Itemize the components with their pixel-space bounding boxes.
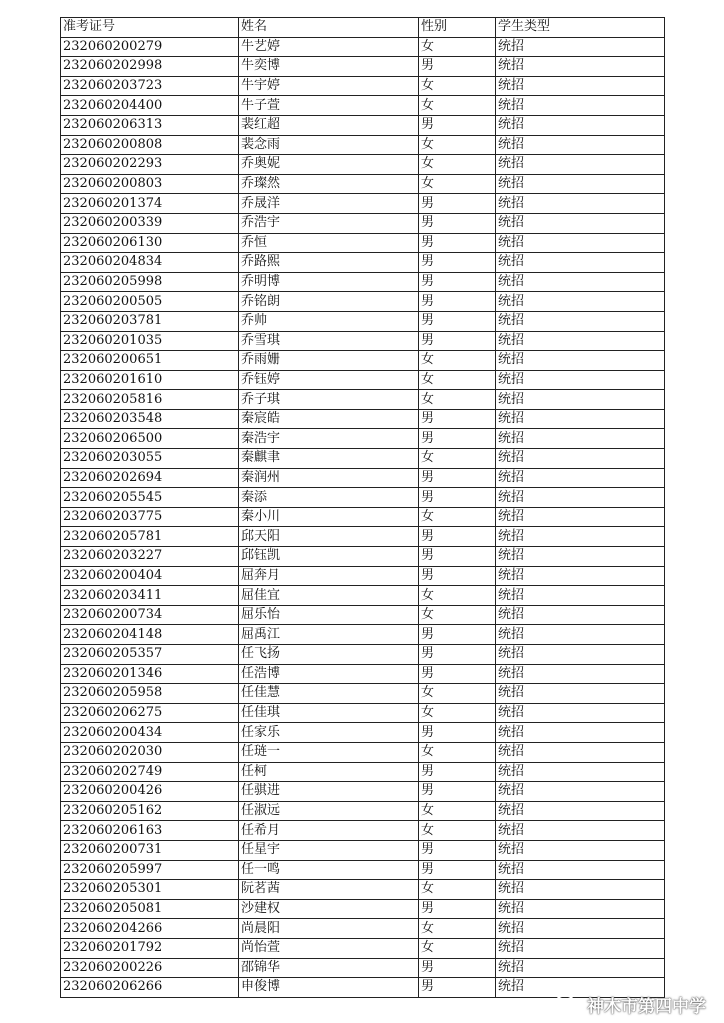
student-type-cell: 统招 <box>496 821 665 841</box>
student-type-cell: 统招 <box>496 919 665 939</box>
table-row <box>61 625 665 645</box>
gender-cell: 女 <box>419 586 496 606</box>
exam-number-cell: 232060205781 <box>61 527 239 547</box>
exam-number-cell: 232060206130 <box>61 233 239 253</box>
gender-cell: 女 <box>419 703 496 723</box>
gender-cell: 男 <box>419 782 496 802</box>
exam-number-cell: 232060204834 <box>61 253 239 273</box>
exam-number-cell: 232060203227 <box>61 547 239 567</box>
exam-number-cell: 232060205357 <box>61 645 239 665</box>
student-type-cell: 统招 <box>496 233 665 253</box>
student-type-cell: 统招 <box>496 370 665 390</box>
name-cell: 尚怡萱 <box>239 938 419 958</box>
exam-number-cell: 232060205162 <box>61 801 239 821</box>
student-type-cell: 统招 <box>496 96 665 116</box>
exam-number-cell: 232060206275 <box>61 703 239 723</box>
table-row <box>61 801 665 821</box>
student-type-cell: 统招 <box>496 331 665 351</box>
exam-number-cell: 232060200279 <box>61 37 239 57</box>
name-cell: 乔恒 <box>239 233 419 253</box>
student-type-cell: 统招 <box>496 703 665 723</box>
student-type-cell: 统招 <box>496 880 665 900</box>
student-type-cell: 统招 <box>496 194 665 214</box>
header-gender: 性别 <box>419 18 496 38</box>
student-type-cell: 统招 <box>496 958 665 978</box>
table-row <box>61 566 665 586</box>
gender-cell: 男 <box>419 547 496 567</box>
student-type-cell: 统招 <box>496 76 665 96</box>
table-row <box>61 37 665 57</box>
table-row <box>61 919 665 939</box>
exam-number-cell: 232060205816 <box>61 390 239 410</box>
name-cell: 阮茗茜 <box>239 880 419 900</box>
gender-cell: 女 <box>419 174 496 194</box>
name-cell: 乔子琪 <box>239 390 419 410</box>
gender-cell: 男 <box>419 664 496 684</box>
name-cell: 邵锦华 <box>239 958 419 978</box>
name-cell: 邱天阳 <box>239 527 419 547</box>
student-type-cell: 统招 <box>496 155 665 175</box>
exam-number-cell: 232060206313 <box>61 115 239 135</box>
name-cell: 任淑远 <box>239 801 419 821</box>
name-cell: 任佳慧 <box>239 684 419 704</box>
table-row <box>61 782 665 802</box>
exam-number-cell: 232060200734 <box>61 605 239 625</box>
gender-cell: 男 <box>419 194 496 214</box>
gender-cell: 男 <box>419 566 496 586</box>
gender-cell: 男 <box>419 527 496 547</box>
name-cell: 秦麒聿 <box>239 449 419 469</box>
gender-cell: 女 <box>419 37 496 57</box>
table-row <box>61 723 665 743</box>
table-row <box>61 115 665 135</box>
exam-number-cell: 232060200731 <box>61 840 239 860</box>
table-row <box>61 233 665 253</box>
exam-number-cell: 232060206266 <box>61 978 239 998</box>
exam-number-cell: 232060203723 <box>61 76 239 96</box>
name-cell: 任琏一 <box>239 742 419 762</box>
gender-cell: 男 <box>419 899 496 919</box>
table-row <box>61 527 665 547</box>
table-row <box>61 96 665 116</box>
student-type-cell: 统招 <box>496 272 665 292</box>
exam-number-cell: 232060201792 <box>61 938 239 958</box>
student-type-cell: 统招 <box>496 801 665 821</box>
gender-cell: 女 <box>419 742 496 762</box>
student-type-cell: 统招 <box>496 860 665 880</box>
gender-cell: 男 <box>419 625 496 645</box>
name-cell: 秦宸皓 <box>239 409 419 429</box>
student-type-cell: 统招 <box>496 586 665 606</box>
student-type-cell: 统招 <box>496 213 665 233</box>
gender-cell: 男 <box>419 762 496 782</box>
name-cell: 任一鸣 <box>239 860 419 880</box>
name-cell: 乔璨然 <box>239 174 419 194</box>
table-row <box>61 76 665 96</box>
student-type-cell: 统招 <box>496 723 665 743</box>
gender-cell: 女 <box>419 684 496 704</box>
student-type-cell: 统招 <box>496 351 665 371</box>
table-row <box>61 507 665 527</box>
gender-cell: 男 <box>419 57 496 77</box>
student-type-cell: 统招 <box>496 978 665 998</box>
gender-cell: 女 <box>419 880 496 900</box>
name-cell: 秦润州 <box>239 468 419 488</box>
watermark <box>555 992 706 1017</box>
exam-number-cell: 232060200803 <box>61 174 239 194</box>
table-row <box>61 253 665 273</box>
exam-number-cell: 232060203775 <box>61 507 239 527</box>
table-row <box>61 645 665 665</box>
name-cell: 任柯 <box>239 762 419 782</box>
gender-cell: 男 <box>419 115 496 135</box>
student-list-table <box>60 17 665 998</box>
exam-number-cell: 232060203055 <box>61 449 239 469</box>
name-cell: 乔奥妮 <box>239 155 419 175</box>
gender-cell: 女 <box>419 155 496 175</box>
gender-cell: 女 <box>419 938 496 958</box>
table-row <box>61 174 665 194</box>
gender-cell: 男 <box>419 213 496 233</box>
exam-number-cell: 232060201346 <box>61 664 239 684</box>
table-row <box>61 429 665 449</box>
exam-number-cell: 232060203781 <box>61 311 239 331</box>
table-row <box>61 213 665 233</box>
name-cell: 屈奔月 <box>239 566 419 586</box>
name-cell: 裴念雨 <box>239 135 419 155</box>
table-row <box>61 449 665 469</box>
header-name: 姓名 <box>239 18 419 38</box>
student-type-cell: 统招 <box>496 566 665 586</box>
name-cell: 秦小川 <box>239 507 419 527</box>
name-cell: 牛宇婷 <box>239 76 419 96</box>
table-row <box>61 194 665 214</box>
exam-number-cell: 232060204400 <box>61 96 239 116</box>
student-type-cell: 统招 <box>496 174 665 194</box>
table-row <box>61 664 665 684</box>
exam-number-cell: 232060205545 <box>61 488 239 508</box>
name-cell: 秦浩宇 <box>239 429 419 449</box>
gender-cell: 男 <box>419 311 496 331</box>
exam-number-cell: 232060204266 <box>61 919 239 939</box>
name-cell: 屈佳宜 <box>239 586 419 606</box>
name-cell: 乔浩宇 <box>239 213 419 233</box>
gender-cell: 男 <box>419 272 496 292</box>
table-row <box>61 899 665 919</box>
exam-number-cell: 232060203548 <box>61 409 239 429</box>
name-cell: 乔明博 <box>239 272 419 292</box>
exam-number-cell: 232060201610 <box>61 370 239 390</box>
table-row <box>61 547 665 567</box>
student-type-cell: 统招 <box>496 449 665 469</box>
exam-number-cell: 232060202030 <box>61 742 239 762</box>
table-row <box>61 57 665 77</box>
student-type-cell: 统招 <box>496 507 665 527</box>
student-type-cell: 统招 <box>496 390 665 410</box>
header-exam-number: 准考证号 <box>61 18 239 38</box>
name-cell: 任浩博 <box>239 664 419 684</box>
exam-number-cell: 232060205997 <box>61 860 239 880</box>
exam-number-cell: 232060205301 <box>61 880 239 900</box>
watermark-text: 神木市第四中学 <box>587 997 706 1017</box>
exam-number-cell: 232060205998 <box>61 272 239 292</box>
student-type-cell: 统招 <box>496 840 665 860</box>
table-row <box>61 880 665 900</box>
exam-number-cell: 232060202998 <box>61 57 239 77</box>
table-row <box>61 390 665 410</box>
exam-number-cell: 232060200339 <box>61 213 239 233</box>
header-row <box>61 18 665 38</box>
exam-number-cell: 232060201374 <box>61 194 239 214</box>
gender-cell: 女 <box>419 801 496 821</box>
student-type-cell: 统招 <box>496 645 665 665</box>
gender-cell: 男 <box>419 253 496 273</box>
gender-cell: 男 <box>419 860 496 880</box>
student-type-cell: 统招 <box>496 938 665 958</box>
table-row <box>61 155 665 175</box>
name-cell: 申俊博 <box>239 978 419 998</box>
table-row <box>61 331 665 351</box>
table-row <box>61 311 665 331</box>
name-cell: 任星宇 <box>239 840 419 860</box>
name-cell: 尚晨阳 <box>239 919 419 939</box>
table-row <box>61 821 665 841</box>
table-row <box>61 586 665 606</box>
exam-number-cell: 232060200651 <box>61 351 239 371</box>
student-type-cell: 统招 <box>496 488 665 508</box>
student-type-cell: 统招 <box>496 664 665 684</box>
exam-number-cell: 232060206163 <box>61 821 239 841</box>
exam-number-cell: 232060203411 <box>61 586 239 606</box>
gender-cell: 男 <box>419 840 496 860</box>
student-type-cell: 统招 <box>496 742 665 762</box>
exam-number-cell: 232060202694 <box>61 468 239 488</box>
gender-cell: 男 <box>419 723 496 743</box>
name-cell: 牛子萱 <box>239 96 419 116</box>
exam-number-cell: 232060202749 <box>61 762 239 782</box>
student-type-cell: 统招 <box>496 762 665 782</box>
table-row <box>61 468 665 488</box>
table-row <box>61 488 665 508</box>
table-row <box>61 292 665 312</box>
table-row <box>61 370 665 390</box>
student-type-cell: 统招 <box>496 292 665 312</box>
name-cell: 任佳琪 <box>239 703 419 723</box>
student-type-cell: 统招 <box>496 547 665 567</box>
gender-cell: 男 <box>419 468 496 488</box>
table-row <box>61 840 665 860</box>
exam-number-cell: 232060200505 <box>61 292 239 312</box>
exam-number-cell: 232060202293 <box>61 155 239 175</box>
name-cell: 乔晟洋 <box>239 194 419 214</box>
wechat-icon <box>555 994 581 1016</box>
gender-cell: 女 <box>419 390 496 410</box>
exam-number-cell: 232060205081 <box>61 899 239 919</box>
gender-cell: 男 <box>419 958 496 978</box>
name-cell: 裴红超 <box>239 115 419 135</box>
table-row <box>61 958 665 978</box>
name-cell: 乔雨姗 <box>239 351 419 371</box>
gender-cell: 男 <box>419 978 496 998</box>
exam-number-cell: 232060205958 <box>61 684 239 704</box>
gender-cell: 女 <box>419 370 496 390</box>
exam-number-cell: 232060204148 <box>61 625 239 645</box>
exam-number-cell: 232060200426 <box>61 782 239 802</box>
name-cell: 牛艺婷 <box>239 37 419 57</box>
gender-cell: 女 <box>419 96 496 116</box>
table-row <box>61 742 665 762</box>
student-type-cell: 统招 <box>496 311 665 331</box>
student-type-cell: 统招 <box>496 605 665 625</box>
table-row <box>61 703 665 723</box>
student-type-cell: 统招 <box>496 527 665 547</box>
name-cell: 秦添 <box>239 488 419 508</box>
student-type-cell: 统招 <box>496 625 665 645</box>
table-row <box>61 605 665 625</box>
table-row <box>61 272 665 292</box>
student-type-cell: 统招 <box>496 115 665 135</box>
gender-cell: 女 <box>419 919 496 939</box>
gender-cell: 女 <box>419 507 496 527</box>
gender-cell: 女 <box>419 605 496 625</box>
gender-cell: 女 <box>419 135 496 155</box>
name-cell: 乔钰婷 <box>239 370 419 390</box>
table-body <box>61 18 665 998</box>
name-cell: 任骐进 <box>239 782 419 802</box>
name-cell: 邱钰凯 <box>239 547 419 567</box>
exam-number-cell: 232060200434 <box>61 723 239 743</box>
gender-cell: 男 <box>419 409 496 429</box>
name-cell: 屈乐怡 <box>239 605 419 625</box>
exam-number-cell: 232060200226 <box>61 958 239 978</box>
student-type-cell: 统招 <box>496 253 665 273</box>
table-row <box>61 351 665 371</box>
student-type-cell: 统招 <box>496 899 665 919</box>
exam-number-cell: 232060206500 <box>61 429 239 449</box>
table-row <box>61 135 665 155</box>
gender-cell: 男 <box>419 292 496 312</box>
gender-cell: 男 <box>419 331 496 351</box>
header-student-type: 学生类型 <box>496 18 665 38</box>
table-row <box>61 860 665 880</box>
table-row <box>61 762 665 782</box>
student-type-cell: 统招 <box>496 57 665 77</box>
gender-cell: 男 <box>419 429 496 449</box>
student-type-cell: 统招 <box>496 135 665 155</box>
gender-cell: 男 <box>419 488 496 508</box>
name-cell: 任希月 <box>239 821 419 841</box>
table-row <box>61 938 665 958</box>
gender-cell: 女 <box>419 76 496 96</box>
student-type-cell: 统招 <box>496 409 665 429</box>
exam-number-cell: 232060200808 <box>61 135 239 155</box>
student-type-cell: 统招 <box>496 429 665 449</box>
table-row <box>61 684 665 704</box>
exam-number-cell: 232060201035 <box>61 331 239 351</box>
student-type-cell: 统招 <box>496 468 665 488</box>
gender-cell: 男 <box>419 645 496 665</box>
student-type-cell: 统招 <box>496 37 665 57</box>
gender-cell: 男 <box>419 233 496 253</box>
name-cell: 乔铭朗 <box>239 292 419 312</box>
name-cell: 任家乐 <box>239 723 419 743</box>
gender-cell: 女 <box>419 821 496 841</box>
name-cell: 乔雪琪 <box>239 331 419 351</box>
gender-cell: 女 <box>419 449 496 469</box>
name-cell: 牛奕博 <box>239 57 419 77</box>
student-type-cell: 统招 <box>496 782 665 802</box>
student-type-cell: 统招 <box>496 684 665 704</box>
table-row <box>61 409 665 429</box>
exam-number-cell: 232060200404 <box>61 566 239 586</box>
name-cell: 乔路熙 <box>239 253 419 273</box>
name-cell: 乔帅 <box>239 311 419 331</box>
name-cell: 任飞扬 <box>239 645 419 665</box>
name-cell: 沙建权 <box>239 899 419 919</box>
gender-cell: 女 <box>419 351 496 371</box>
name-cell: 屈禹江 <box>239 625 419 645</box>
